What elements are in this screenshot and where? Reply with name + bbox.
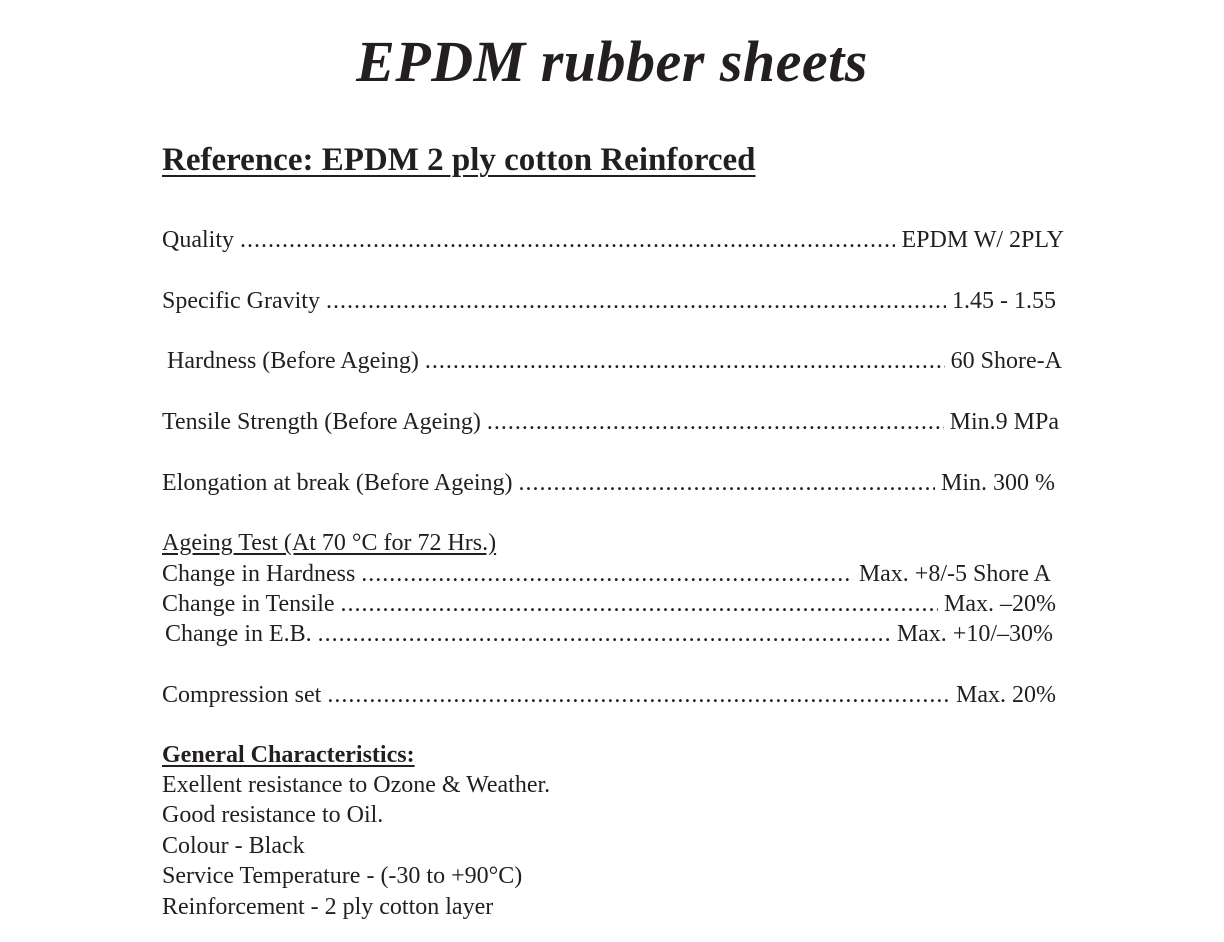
spec-row-change-hardness (162, 559, 1051, 589)
spec-label: Tensile Strength (Before Ageing) (162, 409, 481, 435)
spec-value: Max. 20% (956, 682, 1056, 708)
spec-value: 1.45 - 1.55 (952, 288, 1056, 314)
spec-row-change-tensile (162, 589, 1056, 619)
spec-label: Specific Gravity (162, 288, 320, 314)
dot-leader (318, 619, 891, 649)
spec-label: Compression set (162, 682, 322, 708)
spec-row-tensile-strength (162, 407, 1059, 437)
dot-leader (487, 407, 944, 437)
spec-row-hardness (167, 346, 1062, 376)
list-item: Service Temperature - (-30 to +90°C) (162, 863, 523, 890)
dot-leader (240, 225, 895, 255)
list-item: Reinforcement - 2 ply cotton layer (162, 893, 494, 920)
dot-leader (425, 346, 945, 376)
dot-leader (326, 286, 946, 316)
spec-row-compression-set (162, 680, 1056, 710)
spec-label: Quality (162, 227, 234, 253)
spec-row-change-eb (165, 619, 1053, 649)
list-item: Good resistance to Oil. (162, 802, 384, 829)
characteristics-list (162, 770, 550, 922)
reference-heading: Reference: EPDM 2 ply cotton Reinforced (162, 142, 756, 178)
list-item: Colour - Black (162, 832, 305, 859)
spec-value: Min.9 MPa (949, 409, 1059, 435)
spec-value: Max. –20% (944, 591, 1056, 617)
spec-label: Change in Hardness (162, 561, 356, 587)
spec-label: Change in Tensile (162, 591, 335, 617)
dot-leader (341, 589, 939, 619)
spec-row-elongation (162, 468, 1055, 498)
spec-value: EPDM W/ 2PLY (901, 227, 1064, 253)
spec-label: Change in E.B. (165, 621, 312, 647)
spec-value: 60 Shore-A (950, 348, 1062, 374)
spec-label: Hardness (Before Ageing) (167, 348, 419, 374)
page-title: EPDM rubber sheets (356, 29, 868, 94)
spec-row-quality (162, 225, 1064, 255)
list-item: Exellent resistance to Ozone & Weather. (162, 772, 551, 798)
spec-value: Max. +10/–30% (896, 621, 1053, 647)
dot-leader (519, 468, 935, 498)
dot-leader (361, 559, 853, 589)
general-characteristics-heading: General Characteristics: (162, 742, 415, 768)
dot-leader (327, 680, 950, 710)
spec-value: Min. 300 % (941, 470, 1055, 496)
spec-label: Elongation at break (Before Ageing) (162, 470, 513, 496)
spec-value: Max. +8/-5 Shore A (858, 561, 1051, 587)
spec-row-specific-gravity (162, 286, 1056, 316)
ageing-test-heading: Ageing Test (At 70 °C for 72 Hrs.) (162, 530, 497, 556)
